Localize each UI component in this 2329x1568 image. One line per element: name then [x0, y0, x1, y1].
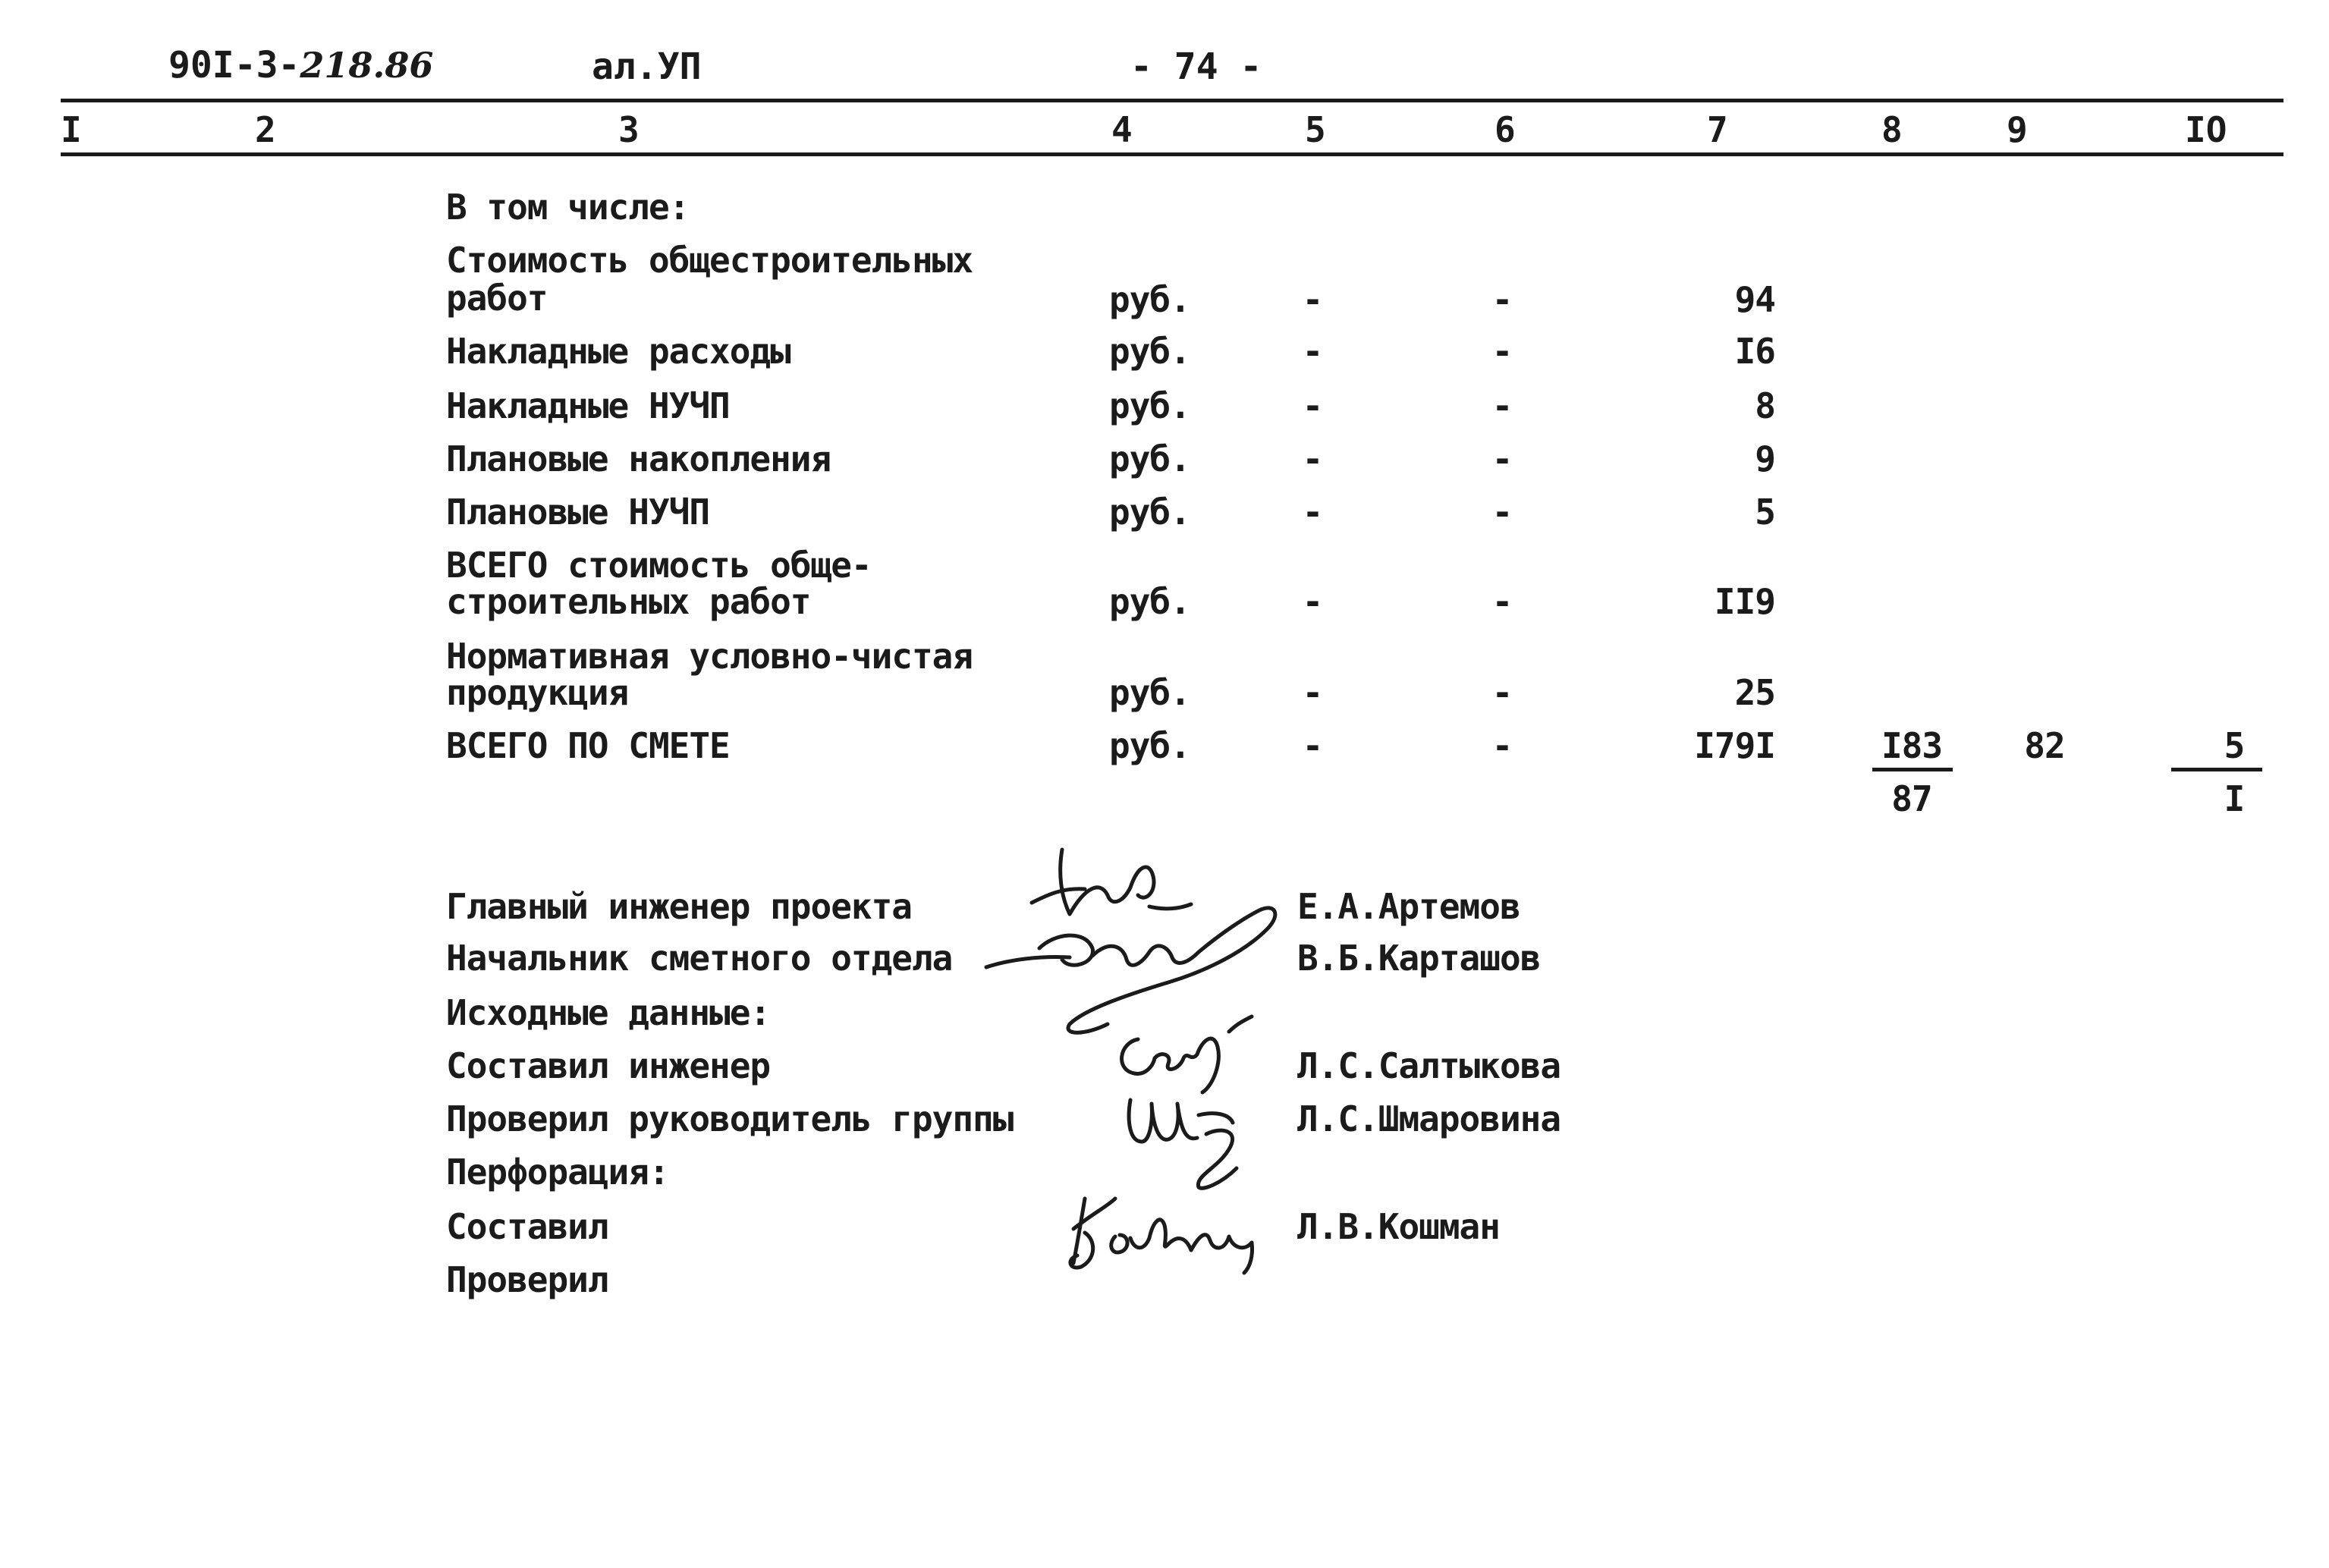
row-name-line: продукция — [446, 672, 629, 713]
row-col6: - — [1491, 331, 1513, 372]
row-unit: руб. — [1109, 581, 1190, 622]
column-number-9: 9 — [2007, 109, 2028, 150]
signature-role: Главный инженер проекта — [446, 886, 912, 927]
row-col7: 8 — [1755, 385, 1775, 426]
row-name-line: Накладные расходы — [446, 331, 790, 372]
signature-section-label: Исходные данные: — [446, 992, 771, 1033]
row-col5: - — [1302, 331, 1323, 372]
signature-name: Л.С.Шмаровина — [1297, 1098, 1561, 1139]
row-name-line: ВСЕГО стоимость обще- — [446, 545, 872, 586]
total-col10-denominator: I — [2224, 778, 2245, 819]
row-unit: руб. — [1109, 438, 1190, 479]
album-label: ал.УП — [592, 46, 702, 88]
signature-koshman-drawing — [1054, 1183, 1275, 1274]
row-col6: - — [1491, 672, 1513, 713]
signature-name: Е.А.Артемов — [1297, 886, 1520, 927]
signature-role: Начальник сметного отдела — [446, 938, 953, 979]
row-col6: - — [1491, 438, 1513, 479]
row-col7: 5 — [1755, 492, 1775, 533]
signature-role: Проверил руководитель группы — [446, 1098, 1014, 1139]
row-col7: 9 — [1755, 438, 1775, 479]
signature-name: В.Б.Карташов — [1297, 938, 1541, 979]
signature-name: Л.С.Салтыкова — [1297, 1045, 1561, 1086]
row-unit: руб. — [1109, 279, 1190, 320]
page-number: - 74 - — [1130, 46, 1262, 88]
row-name-line: работ — [446, 278, 548, 319]
signature-role: Составил инженер — [446, 1045, 771, 1086]
row-col6: - — [1491, 492, 1513, 533]
column-number-10: IO — [2185, 109, 2227, 150]
column-number-2: 2 — [255, 109, 276, 150]
row-col7: I6 — [1734, 331, 1775, 372]
row-col5: - — [1302, 492, 1323, 533]
column-number-6: 6 — [1495, 109, 1516, 150]
row-name-line: Плановые накопления — [446, 438, 831, 479]
row-name-line: Плановые НУЧП — [446, 492, 710, 533]
row-col6: - — [1491, 385, 1513, 426]
row-unit: руб. — [1109, 385, 1190, 426]
row-unit: руб. — [1109, 672, 1190, 713]
total-unit: руб. — [1109, 725, 1190, 766]
total-col8-fraction-bar — [1872, 768, 1953, 771]
signature-section-label: Перфорация: — [446, 1152, 669, 1192]
row-name-line: Накладные НУЧП — [446, 385, 730, 426]
total-col10-fraction-bar — [2171, 768, 2262, 771]
row-name-line: Нормативная условно-чистая — [446, 636, 973, 677]
total-col6: - — [1491, 725, 1513, 766]
row-col5: - — [1302, 581, 1323, 622]
document-code-handwritten: 218.86 — [300, 45, 434, 86]
signature-role: Составил — [446, 1206, 608, 1247]
row-name-line: Стоимость общестроительных — [446, 240, 973, 281]
total-col7: I79I — [1694, 725, 1775, 766]
column-number-4: 4 — [1111, 109, 1133, 150]
row-col5: - — [1302, 672, 1323, 713]
row-col7: II9 — [1714, 581, 1775, 622]
column-number-8: 8 — [1881, 109, 1903, 150]
row-col6: - — [1491, 581, 1513, 622]
column-number-5: 5 — [1305, 109, 1326, 150]
total-col8-denominator: 87 — [1891, 778, 1932, 819]
total-col9: 82 — [2024, 725, 2065, 766]
total-col8-numerator: I83 — [1881, 725, 1943, 766]
column-number-7: 7 — [1707, 109, 1728, 150]
intro-label: В том числе: — [446, 187, 690, 228]
row-name-line: строительных работ — [446, 581, 811, 622]
column-number-3: 3 — [618, 109, 640, 150]
signature-shmarovina-drawing — [1115, 1077, 1267, 1191]
total-label: ВСЕГО ПО СМЕТЕ — [446, 725, 730, 766]
row-col7: 25 — [1734, 672, 1775, 713]
signature-role: Проверил — [446, 1259, 608, 1300]
total-col5: - — [1302, 725, 1323, 766]
total-col10-numerator: 5 — [2224, 725, 2245, 766]
row-col5: - — [1302, 279, 1323, 320]
signature-name: Л.В.Кошман — [1297, 1206, 1500, 1247]
row-col6: - — [1491, 279, 1513, 320]
document-code — [168, 44, 434, 86]
row-col5: - — [1302, 438, 1323, 479]
document-code-prefix: 90I-3- — [168, 44, 300, 86]
row-unit: руб. — [1109, 492, 1190, 533]
row-col5: - — [1302, 385, 1323, 426]
row-unit: руб. — [1109, 331, 1190, 372]
header-top-rule — [61, 99, 2283, 102]
column-number-1: I — [61, 109, 82, 150]
row-col7: 94 — [1734, 279, 1775, 320]
header-bottom-rule — [61, 152, 2283, 156]
